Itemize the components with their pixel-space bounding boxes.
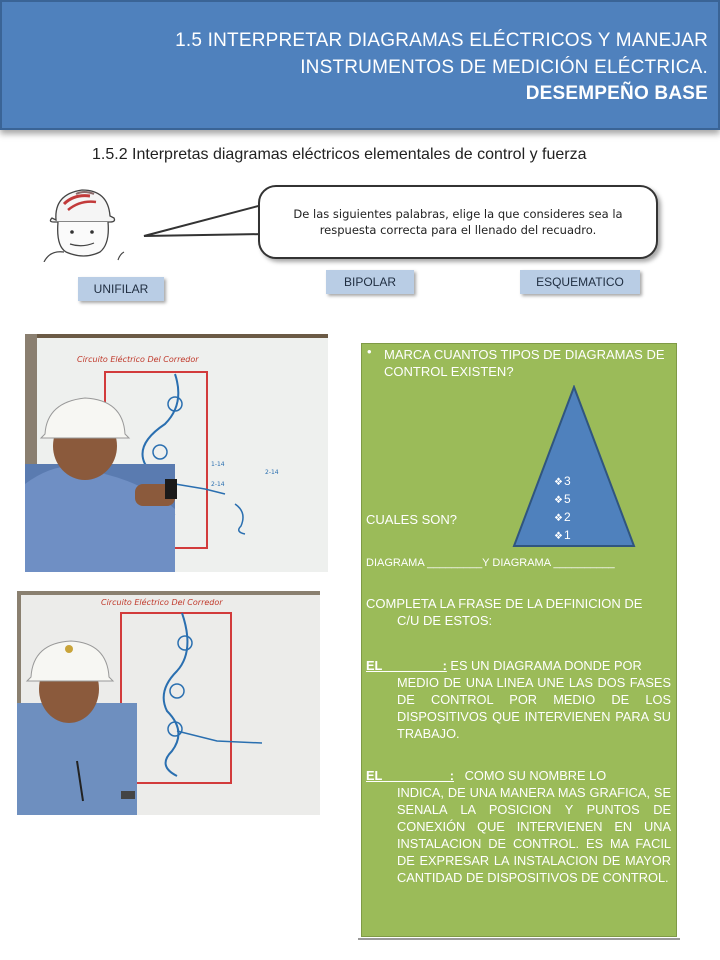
word-option-esquematico: ESQUEMATICO bbox=[520, 270, 640, 294]
diamond-bullet-icon: ❖ bbox=[554, 531, 563, 542]
diagram-blank-line[interactable]: DIAGRAMA _________Y DIAGRAMA __________ bbox=[366, 557, 615, 569]
definition-1-first: ES UN DIAGRAMA DONDE POR bbox=[446, 658, 642, 673]
triangle-option-label: 1 bbox=[563, 528, 571, 542]
complete-instruction-line-1: COMPLETA LA FRASE DE LA DEFINICION DE bbox=[366, 596, 643, 611]
svg-text:2-14: 2-14 bbox=[211, 481, 225, 488]
triangle-options bbox=[554, 473, 571, 545]
diamond-bullet-icon: ❖ bbox=[554, 495, 563, 506]
triangle-option[interactable] bbox=[554, 473, 571, 491]
triangle-option-label: 3 bbox=[563, 474, 571, 488]
whiteboard-photo-1 bbox=[25, 334, 328, 572]
section-subtitle: 1.5.2 Interpretas diagramas eléctricos elementales de control y fuerza bbox=[92, 146, 587, 163]
worker-character-icon bbox=[34, 180, 134, 262]
speech-bubble-tail bbox=[142, 198, 266, 248]
whiteboard-heading: Circuito Eléctrico Del Corredor bbox=[77, 355, 199, 364]
diamond-bullet-icon: ❖ bbox=[554, 513, 563, 524]
triangle-option-label: 5 bbox=[563, 492, 571, 506]
definition-1-rest: MEDIO DE UNA LINEA UNE LAS DOS FASES DE CONTROL POR MEDIO DE LOS DISPOSITIVOS QUE INTERVIENEN PARA SU TRABAJO. bbox=[397, 675, 671, 741]
panel-divider bbox=[358, 938, 680, 940]
definition-2-blank[interactable]: EL _________: bbox=[366, 768, 454, 783]
header-title-line-1: 1.5 INTERPRETAR DIAGRAMAS ELÉCTRICOS Y MANEJAR bbox=[175, 30, 708, 51]
speech-bubble-line-1: De las siguientes palabras, elige la que consideres sea la bbox=[293, 207, 623, 221]
question-count-types: MARCA CUANTOS TIPOS DE DIAGRAMAS DE CONTROL EXISTEN? bbox=[384, 347, 665, 379]
speech-bubble bbox=[258, 185, 658, 259]
triangle-option[interactable] bbox=[554, 527, 571, 545]
whiteboard-photo-2 bbox=[17, 591, 320, 815]
header-banner bbox=[0, 0, 720, 130]
svg-text:2-14: 2-14 bbox=[265, 469, 279, 476]
definition-1-blank[interactable]: EL ________: bbox=[366, 658, 447, 673]
whiteboard-heading-2: Circuito Eléctrico Del Corredor bbox=[101, 598, 223, 607]
complete-instruction-line-2: C/U DE ESTOS: bbox=[397, 613, 493, 628]
diamond-bullet-icon: ❖ bbox=[554, 477, 563, 488]
header-title-line-2: INSTRUMENTOS DE MEDICIÓN ELÉCTRICA. bbox=[300, 57, 708, 78]
definition-2-rest: INDICA, DE UNA MANERA MAS GRAFICA, SE SENALA LA POSICION Y PUNTOS DE CONEXIÓN QUE INTERVIENEN EN UNA INSTALACION DE CONTROL. ES MA FACIL DE EXPRESAR LA INSTALACION DE MAYOR CANTIDAD DE DISPOSITIVOS DE CONTROL. bbox=[397, 785, 671, 885]
definition-2-first: COMO SU NOMBRE LO bbox=[454, 768, 607, 783]
definition-unifilar bbox=[366, 657, 671, 742]
speech-bubble-line-2: respuesta correcta para el llenado del recuadro. bbox=[319, 223, 597, 237]
triangle-shape bbox=[512, 385, 636, 548]
cuales-son-label: CUALES SON? bbox=[366, 512, 458, 527]
complete-instruction bbox=[366, 595, 671, 629]
svg-text:1-14: 1-14 bbox=[211, 461, 225, 468]
question-bullet: • bbox=[367, 344, 372, 359]
triangle-option-label: 2 bbox=[563, 510, 571, 524]
triangle-option[interactable] bbox=[554, 509, 571, 527]
triangle-option[interactable] bbox=[554, 491, 571, 509]
word-option-unifilar: UNIFILAR bbox=[78, 277, 164, 301]
word-option-bipolar: BIPOLAR bbox=[326, 270, 414, 294]
header-subtitle: DESEMPEÑO BASE bbox=[525, 83, 708, 104]
definition-esquematico bbox=[366, 767, 671, 886]
